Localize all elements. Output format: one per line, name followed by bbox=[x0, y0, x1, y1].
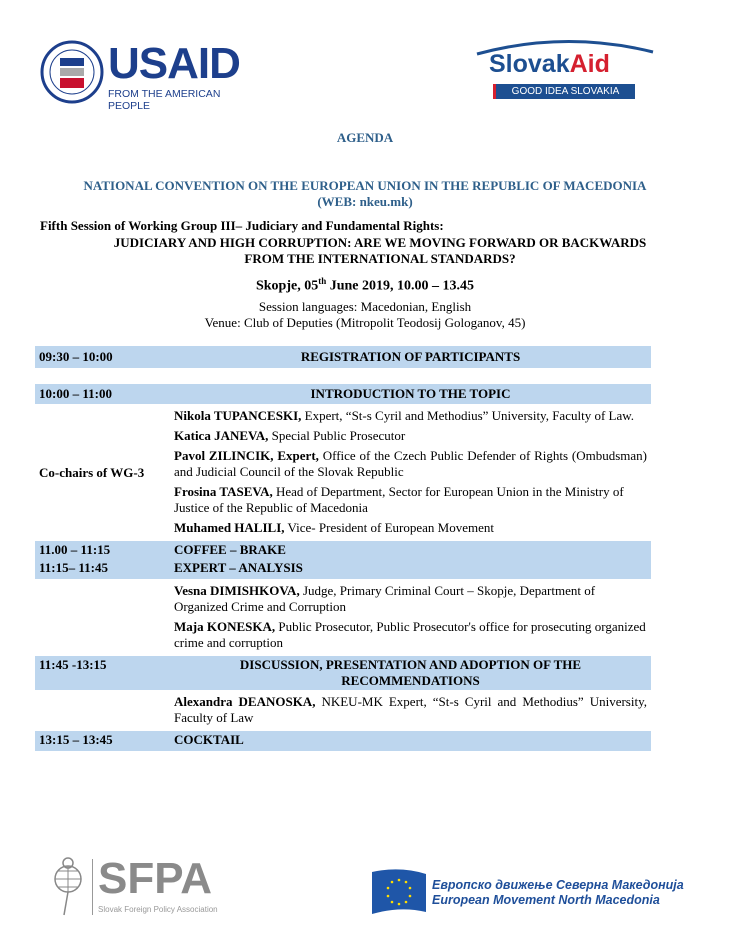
slovakaid-tagline: GOOD IDEA SLOVAKIA bbox=[493, 84, 635, 99]
time-cell: 10:00 – 11:00 bbox=[35, 384, 170, 404]
convention-title: NATIONAL CONVENTION ON THE EUROPEAN UNION IN THE REPUBLIC OF MACEDONIA bbox=[83, 178, 647, 193]
slovakaid-wordmark-a: Slovak bbox=[489, 50, 570, 78]
session-title-cell: COFFEE – BRAKE bbox=[170, 541, 651, 559]
speaker: Pavol ZILINCIK, Expert, Office of the Czech Public Defender of Rights (Ombudsman) and Judicial Council of the Slovak Republic bbox=[174, 448, 648, 479]
venue: Venue: Club of Deputies (Mitropolit Teodosij Gologanov, 45) bbox=[204, 315, 526, 330]
speaker: Muhamed HALILI, Vice- President of European Movement bbox=[174, 520, 494, 535]
date-time: Skopje, 05th June 2019, 10.00 – 13.45 bbox=[255, 276, 475, 294]
topic-line-2: FROM THE INTERNATIONAL STANDARDS? bbox=[244, 251, 516, 266]
session-title-cell: REGISTRATION OF PARTICIPANTS bbox=[170, 346, 651, 368]
speaker: Katica JANEVA, Special Public Prosecutor bbox=[174, 428, 406, 443]
sfpa-tagline: Slovak Foreign Policy Association bbox=[98, 905, 218, 914]
table-row bbox=[35, 541, 651, 559]
usaid-wordmark: USAID bbox=[108, 39, 240, 88]
cochairs-label: Co-chairs of WG-3 bbox=[39, 464, 145, 480]
em-name-en: European Movement North Macedonia bbox=[432, 893, 660, 907]
speaker: Maja KONESKA, Public Prosecutor, Public Prosecutor's office for prosecuting organized crime and corruption bbox=[174, 619, 646, 650]
time-cell: 13:15 – 13:45 bbox=[35, 731, 170, 751]
table-row bbox=[35, 404, 651, 541]
table-row bbox=[35, 559, 651, 579]
session-title-cell: INTRODUCTION TO THE TOPIC bbox=[170, 384, 651, 404]
agenda-table bbox=[35, 346, 651, 751]
website: (WEB: nkeu.mk) bbox=[317, 194, 413, 209]
speaker: Nikola TUPANCESKI, Expert, “St-s Cyril and Methodius” University, Faculty of Law. bbox=[174, 408, 635, 423]
em-name-mk: Европско движење Северна Македонија bbox=[432, 878, 684, 892]
agenda-title: AGENDA bbox=[336, 130, 394, 145]
session-title-cell: DISCUSSION, PRESENTATION AND ADOPTION OF THE RECOMMENDATIONS bbox=[170, 656, 651, 690]
sfpa-wordmark: SFPA bbox=[98, 854, 213, 903]
session-languages: Session languages: Macedonian, English bbox=[258, 299, 472, 314]
time-cell: 09:30 – 10:00 bbox=[35, 346, 170, 368]
slovakaid-wordmark-b: Aid bbox=[569, 50, 610, 78]
speaker: Alexandra DEANOSKA, NKEU-MK Expert, “St-s Cyril and Methodius” University, Faculty of Law bbox=[174, 694, 647, 725]
topic-line-1: JUDICIARY AND HIGH CORRUPTION: ARE WE MOVING FORWARD OR BACKWARDS bbox=[113, 235, 647, 250]
table-row bbox=[35, 579, 651, 656]
speaker: Frosina TASEVA, Head of Department, Sector for European Union in the Ministry of Justice of the Republic of Macedonia bbox=[174, 484, 624, 515]
table-row bbox=[35, 656, 651, 690]
table-row bbox=[35, 731, 651, 751]
session-title-cell: COCKTAIL bbox=[170, 731, 651, 751]
time-cell: 11:15– 11:45 bbox=[35, 559, 170, 579]
session-title: Fifth Session of Working Group III– Judiciary and Fundamental Rights: bbox=[40, 218, 444, 233]
time-cell: 11.00 – 11:15 bbox=[35, 541, 170, 559]
globe-flower-icon bbox=[50, 855, 90, 920]
sfpa-logo bbox=[50, 855, 235, 920]
table-row bbox=[35, 346, 651, 368]
table-row bbox=[35, 384, 651, 404]
speaker: Vesna DIMISHKOVA, Judge, Primary Criminal Court – Skopje, Department of Organized Crime and Corruption bbox=[174, 583, 596, 614]
usaid-logo bbox=[40, 38, 255, 112]
table-row bbox=[35, 690, 651, 731]
session-title-cell: EXPERT – ANALYSIS bbox=[170, 559, 651, 579]
eu-flag-icon bbox=[370, 868, 428, 916]
usaid-tagline: FROM THE AMERICAN PEOPLE bbox=[108, 88, 221, 112]
european-movement-logo bbox=[370, 868, 700, 916]
slovakaid-logo bbox=[475, 36, 655, 102]
time-cell: 11:45 -13:15 bbox=[35, 656, 170, 690]
